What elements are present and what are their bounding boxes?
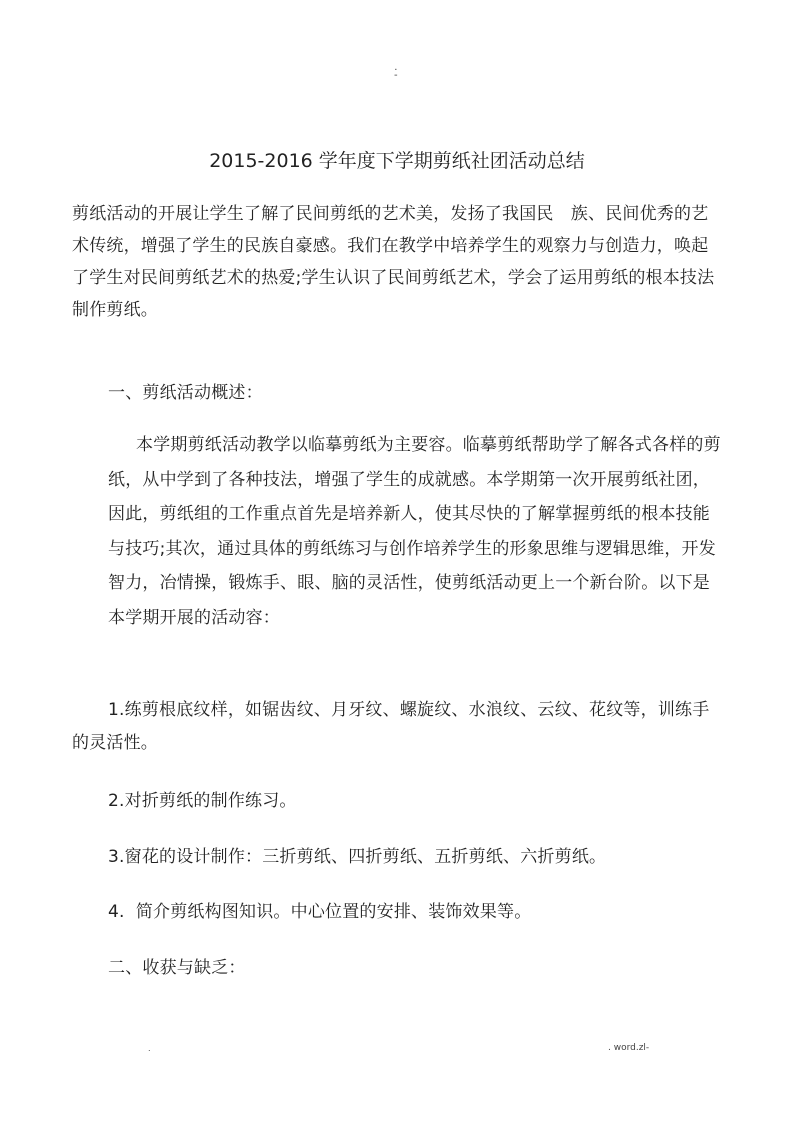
list-item-text: 1.练剪根底纹样，如锯齿纹、月牙纹、螺旋纹、水浪纹、云纹、花纹等，训练手的灵活性。 bbox=[72, 700, 710, 753]
header-mark: . - bbox=[394, 62, 398, 81]
intro-paragraph: 剪纸活动的开展让学生了解了民间剪纸的艺术美，发扬了我国民 族、民间优秀的艺术传统，增强了学生的民族自豪感。我们在教学中培养学生的观察力与创造力，唤起了学生对民间剪纸艺术的热爱;学生认识了民间剪纸艺术，学会了运用剪纸的根本技法制作剪纸。 bbox=[72, 204, 715, 320]
footer-left-mark: . bbox=[148, 1044, 151, 1053]
overview-paragraph bbox=[108, 428, 722, 635]
overview-text: 本学期剪纸活动教学以临摹剪纸为主要容。临摹剪纸帮助学了解各式各样的剪纸，从中学到了各种技法，增强了学生的成就感。本学期第一次开展剪纸社团，因此，剪纸组的工作重点首先是培养新人，使其尽快的了解掌握剪纸的根本技能与技巧;其次，通过具体的剪纸练习与创作培养学生的形象思维与逻辑思维，开发智力，冶情操，锻炼手、眼、脑的灵活性，使剪纸活动更上一个新台阶。以下是本学期开展的活动容： bbox=[108, 435, 721, 628]
section1-heading: 一、剪纸活动概述： bbox=[108, 383, 263, 403]
footer-right-mark: . word.zl- bbox=[608, 1043, 650, 1053]
list-item: 3.窗花的设计制作：三折剪纸、四折剪纸、五折剪纸、六折剪纸。 bbox=[108, 847, 607, 867]
list-item bbox=[72, 694, 722, 760]
document-title: 2015-2016 学年度下学期剪纸社团活动总结 bbox=[209, 150, 585, 172]
section2-heading: 二、收获与缺乏： bbox=[108, 958, 246, 978]
list-item: 4. 简介剪纸构图知识。中心位置的安排、装饰效果等。 bbox=[108, 902, 532, 922]
list-item: 2.对折剪纸的制作练习。 bbox=[108, 791, 297, 811]
